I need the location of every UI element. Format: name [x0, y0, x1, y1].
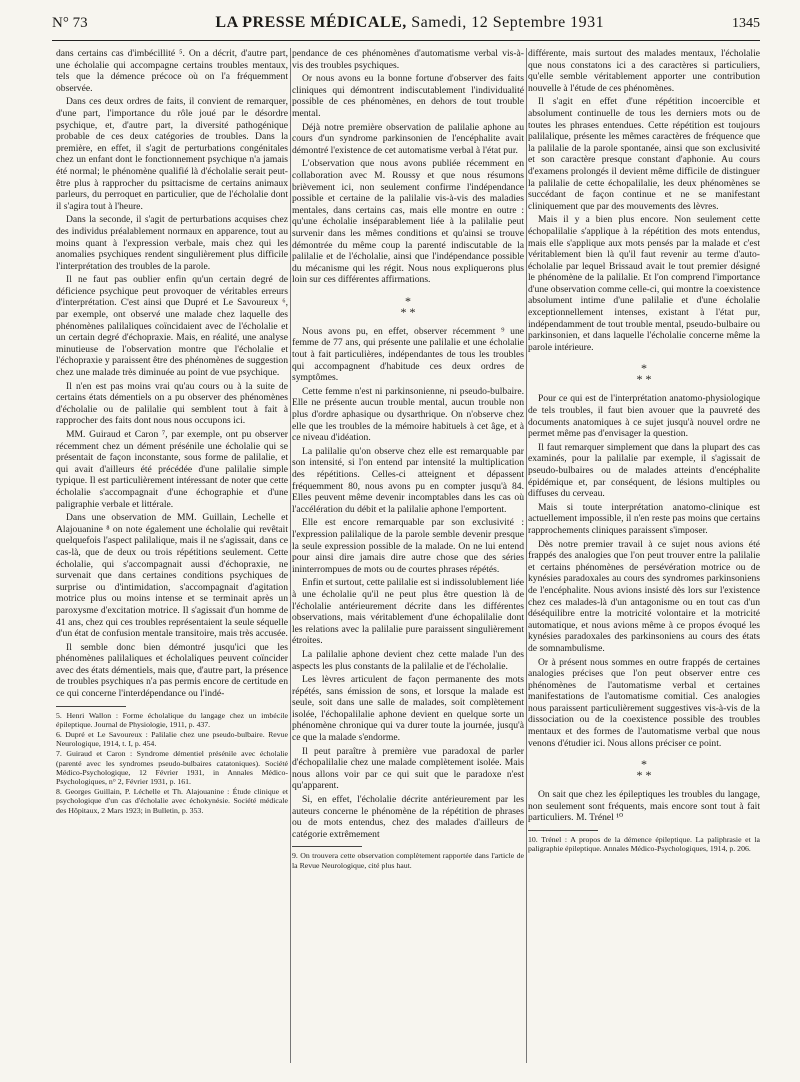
- column-divider: [526, 48, 527, 1063]
- footnote: 10. Trénel : A propos de la démence épileptique. La paliphrasie et la paligraphie épileptique. Annales Médico-Psychologiques, 1914, p. 206.: [528, 835, 760, 854]
- page-header: [52, 14, 760, 41]
- paragraph: Dès notre premier travail à ce sujet nous avions été frappés des analogies que l'on peut trouver entre la palilalie et certains phénomènes de persévération motrice ou de kynésies paradoxales au cours des syndromes parkinsoniens de l'encéphalite. Nous avions insisté dès lors sur l'existence chez ces malades-là d'un antagonisme ou en tout cas d'un déséquilibre entre la motricité volontaire et la motricité automatique, et nous avions même à ce propos évoqué les kynésies paradoxales des parkinsoniens au cours des états de somnambulisme.: [528, 538, 760, 654]
- footnote-rule: [528, 830, 598, 831]
- separator-glyph: * *: [400, 304, 416, 319]
- paragraph: Mais si toute interprétation anatomo-clinique est actuellement impossible, il n'en reste pas moins que certains rapprochements cliniques paraissent s'imposer.: [528, 501, 760, 536]
- column-middle: [292, 48, 524, 1068]
- section-separator: [528, 363, 760, 385]
- section-separator: [528, 759, 760, 781]
- column-divider: [290, 48, 291, 1063]
- paragraph: Les lèvres articulent de façon permanente des mots répétés, sans émission de sons, et lorsque la malade est seule, soit dans une salle de malades, soit complètement isolée, l'échopalilalie aphone devient en quelque sorte un phénomène chronique qui va durer toute la journée, jusqu'à ce que la malade s'endorme.: [292, 674, 524, 744]
- paragraph: Nous avons pu, en effet, observer récemment ⁹ une femme de 77 ans, qui présente une palilalie et une écholalie tout à fait particulières, indépendantes de tous les troubles qui accompagnent d'habitude ces deux ordres de symptômes.: [292, 325, 524, 384]
- paragraph: Il n'en est pas moins vrai qu'au cours ou à la suite de certains états démentiels on a pu observer des phénomènes d'écholalie ou de palilalie qui semblent tout à fait à rapprocher des faits dont nous nous occupons ici.: [56, 380, 288, 427]
- paragraph: Elle est encore remarquable par son exclusivité : l'expression palilalique de la parole semble devenir presque la seule expression possible de la malade. On ne lui entend pour ainsi dire jamais dire autre chose que des séries ininterrompues de mots ou de courtes phrases répétés.: [292, 517, 524, 575]
- paragraph: La palilalie aphone devient chez cette malade l'un des aspects les plus constants de la palilalie et de l'écholalie.: [292, 648, 524, 672]
- paragraph: Il faut remarquer simplement que dans la plupart des cas examinés, pour la palilalie par exemple, il s'agissait de pseudo-bulbaires ou de malades atteints d'encéphalite épidémique et, par conséquent, de lésions multiples ou diffuses du cerveau.: [528, 441, 760, 500]
- paragraph: Dans ces deux ordres de faits, il convient de remarquer, d'une part, l'importance du rôle joué par le désordre psychique, et, d'autre part, la diversité pathogénique probable de ces deux catégories de troubles. Dans la première, en effet, il s'agit de perturbations congénitales chez un enfant dont le fonctionnement psychique n'a jamais été normal; le phénomène qualifié là d'écholalie serait peut-être plus à rapprocher du psittacisme de certains animaux parleurs, du perroquet en particulier, que de l'écholalie dont il s'agira tout à l'heure.: [56, 96, 288, 212]
- paragraph: Enfin et surtout, cette palilalie est si indissolublement liée à une écholalie qu'il ne peut plus être question là de l'écholalie antérieurement décrite dans les différentes observations, mais véritablement d'une échopalilalie dont les relations avec la palilalie pure paraissent singulièrement étroites.: [292, 577, 524, 647]
- separator-glyph: *: [405, 293, 411, 308]
- paragraph: MM. Guiraud et Caron ⁷, par exemple, ont pu observer récemment chez un dément présénile une écholalie qui se présentait de façon inconstante, sous forme de palilalie, et qui avait d'ailleurs été précédée d'une palilalie simple typique. Il est particulièrement intéressant de noter que cette écholalie s'accompagnait d'une échographie et d'une paligraphie verbale et littérale.: [56, 429, 288, 510]
- paragraph: Pour ce qui est de l'interprétation anatomo-physiologique de tels troubles, il faut bien avouer que la pauvreté des documents anatomiques à ce sujet jusqu'à nouvel ordre ne permet même pas d'envisager la question.: [528, 393, 760, 440]
- paragraph: Il semble donc bien démontré jusqu'ici que les phénomènes palilaliques et écholaliques peuvent coïncider avec des états démentiels, mais que, d'autre part, la présence de troubles psychiques n'a pas permis encore de certitude en ce qui concerne l'interdépendance ou l'indé-: [56, 641, 288, 700]
- paragraph: dans certains cas d'imbécillité ⁵. On a décrit, d'autre part, une écholalie qui accompagne certains troubles mentaux, tels que la démence précoce où on l'a fréquemment observée.: [56, 48, 288, 94]
- journal-title: LA PRESSE MÉDICALE,: [215, 14, 412, 31]
- footnote: 5. Henri Wallon : Forme écholalique du langage chez un imbécile épileptique. Journal de Physiologie, 1911, p. 437.: [56, 710, 288, 729]
- paragraph: Or à présent nous sommes en outre frappés de certaines analogies précises que l'on peut observer entre ces phénomènes de l'automatisme verbal et certaines manifestations de l'automatisme comitial. Ces analogies nous paraissent particulièrement suggestives vis-à-vis de la dissociation ou de la coexistence possible des troubles mentaux et des formes de l'automatisme verbal que nous venons d'étudier ici. Nous allons préciser ce point.: [528, 656, 760, 749]
- footnote: 6. Dupré et Le Savoureux : Palilalie chez une pseudo-bulbaire. Revue Neurologique, 1914, t. I, p. 454.: [56, 730, 288, 749]
- footnote-rule: [56, 706, 126, 707]
- footnote: 9. On trouvera cette observation complètement rapportée dans l'article de la Revue Neurologique, cité plus haut.: [292, 851, 524, 870]
- paragraph: Si, en effet, l'écholalie décrite antérieurement par les auteurs concerne le phénomène de la répétition de phrases ou de mots entendus, chez des malades d'ailleurs de catégorie extrêmement: [292, 794, 524, 840]
- paragraph: L'observation que nous avons publiée récemment en collaboration avec M. Roussy et que nous résumons brièvement ici, non seulement confirme l'indépendance possible et certaine de la palilalie vis-à-vis des maladies mentales, dans certains cas, mais elle montre en outre : qu'une écholalie inséparablement liée à la palilalie peut survenir dans les mêmes conditions et qu'ainsi se trouve démontrée du même coup la parenté indiscutable de la palilalie et de l'écholalie, ainsi que l'indépendance possible du mécanisme qui les régit. Nous nous expliquerons plus loin sur ces différentes affirmations.: [292, 158, 524, 286]
- paragraph: différente, mais surtout des malades mentaux, l'écholalie que nous constatons ici a des caractères si particuliers, qu'elle semble véritablement apporter une contribution nouvelle à l'étude de ces phénomènes.: [528, 48, 760, 94]
- separator-glyph: * *: [636, 372, 652, 387]
- masthead: [215, 14, 604, 32]
- section-separator: [292, 293, 524, 319]
- paragraph: On sait que chez les épileptiques les troubles du langage, non seulement sont fréquents, mais encore sont tout à fait particuliers. M. Trénel ¹⁰: [528, 789, 760, 824]
- paragraph: Déjà notre première observation de palilalie aphone au cours d'un syndrome parkinsonien de l'encéphalite avait démontré l'existence de cet automatisme verbal à l'état pur.: [292, 121, 524, 156]
- page-number: 1345: [732, 16, 760, 31]
- paragraph: Il s'agit en effet d'une répétition incoercible et absolument continuelle de tous les derniers mots ou de toutes les phrases entendues. Cette répétition est toujours palilalique, présente les mêmes caractères de fréquence que la palilalie de la parole spontanée, ainsi que son exclusivité et son caractère presque constant d'aphonie. Au cours d'examens prolongés il devient même difficile de distinguer la palilalie de cette échopalilalie, les deux phénomènes se succédant de façon continue et ne se manifestant cliniquement que par des mouvements des lèvres.: [528, 96, 760, 212]
- footnote-rule: [292, 846, 362, 847]
- paragraph: Il ne faut pas oublier enfin qu'un certain degré de déficience psychique peut provoquer de véritables erreurs d'interprétation. C'est ainsi que Dupré et Le Savoureux ⁶, par exemple, ont observé une malade chez laquelle des phénomènes palilaliques coïncidaient avec de l'écholalie et un certain degré d'échopraxie. Mais, en réalité, une analyse minutieuse de l'observation montre que l'écholalie et l'échopraxie y paraissent être des phénomènes de suggestion chez une malade très diminuée au point de vue psychique.: [56, 274, 288, 379]
- paragraph: Or nous avons eu la bonne fortune d'observer des faits cliniques qui démontrent indiscutablement l'individualité possible de ces phénomènes, en dehors de tout trouble mental.: [292, 73, 524, 119]
- footnote: 7. Guiraud et Caron : Syndrome démentiel présénile avec écholalie (parenté avec les syndromes pseudo-bulbaires catatoniques). Société Médico-Psychologique, 12 Février 1931, in Annales Médico-Psychologiques, n° 2, Février 1931, p. 161.: [56, 749, 288, 787]
- issue-number: N° 73: [52, 15, 88, 31]
- separator-glyph: *: [641, 361, 647, 376]
- paragraph: Dans la seconde, il s'agit de perturbations acquises chez des individus préalablement normaux en apparence, tout au moins quant à l'expression verbale, mais chez qui les anomalies psychiques rendent singulièrement plus difficile l'interprétation des troubles de la parole.: [56, 214, 288, 272]
- paragraph: Cette femme n'est ni parkinsonienne, ni pseudo-bulbaire. Elle ne présente aucun trouble mental, aucun trouble non plus d'ordre aphasique ou dysarthrique. On n'observe chez elle que les troubles de la mémoire habituels à cet âge, et à ce niveau d'idéation.: [292, 385, 524, 444]
- paragraph: Dans une observation de MM. Guillain, Lechelle et Alajouanine ⁸ on note également une écholalie qui revêtait quelquefois l'aspect palilalique, mais il ne s'agissait, dans ce cas-là, que de deux ou trois répétitions seulement. Cette écholalie, qui s'accompagnait aussi d'échopraxie, ne survenait que dans certaines conditions psychiques de surprise ou d'intimidation, s'accompagnait d'agitation motrice plus ou moins intense et se terminait après un paroxysme d'excitation motrice. Il s'agissait d'un homme de 41 ans, chez qui ces troubles représentaient la seule séquelle d'un état de confusion mentale transitoire, mais très accusée.: [56, 512, 288, 640]
- footnote: 8. Georges Guillain, P. Léchelle et Th. Alajouanine : Étude clinique et psychologique d'un cas d'écholalie avec échokynésie. Société médicale des Hôpitaux, 2 Mars 1923; in Bulletin, p. 353.: [56, 787, 288, 815]
- column-right: [528, 48, 760, 1068]
- separator-glyph: * *: [636, 768, 652, 783]
- paragraph: Mais il y a bien plus encore. Non seulement cette échopalilalie s'applique à la répétition des mots entendus, mais elle s'applique aux mots pensés par la malade et c'est véritablement bien là qu'il faut revenir au terme d'auto-écholalie par lequel Brissaud avait le tout premier désigné le phénomène de la palilalie. Et l'on comprend l'importance d'une observation comme celle-ci, qui montre la coexistence absolument intime d'une palilalie et d'une écholalie exceptionnellement intenses, existant à l'état pur, indépendamment de tout trouble mental, pseudo-bulbaire ou parkinsonien, et dans laquelle l'écholalie concerne même la parole intérieure.: [528, 214, 760, 353]
- paragraph: pendance de ces phénomènes d'automatisme verbal vis-à-vis des troubles psychiques.: [292, 48, 524, 71]
- column-left: [56, 48, 288, 1068]
- separator-glyph: *: [641, 757, 647, 772]
- paragraph: Il peut paraître à première vue paradoxal de parler d'échopalilalie chez une malade complètement isolée. Mais nous allons voir par ce qui suit que le paradoxe n'est qu'apparent.: [292, 745, 524, 792]
- paragraph: La palilalie qu'on observe chez elle est remarquable par son intensité, si l'on entend par intensité la multiplication des répétitions. Celles-ci atteignent et dépassent fréquemment 80, nous avons pu en compter jusqu'à 84. Elles peuvent même devenir incomptables dans les cas où l'accélération du débit et la palilalie aphone l'emportent.: [292, 445, 524, 515]
- publication-date: Samedi, 12 Septembre 1931: [411, 14, 605, 31]
